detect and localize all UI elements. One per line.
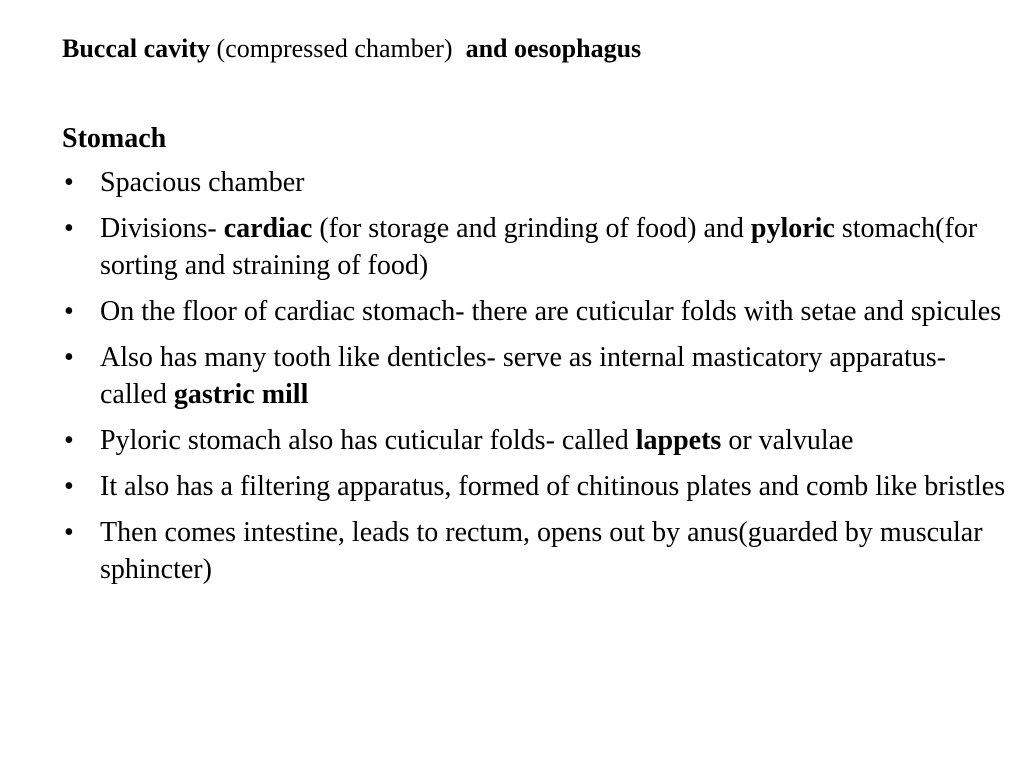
term-gastric-mill: gastric mill [173, 379, 309, 410]
bullet-icon: • [64, 342, 74, 373]
point-text: Then comes intestine, leads to rectum, opens out by anus(guarded by muscular sphincter) [100, 517, 983, 585]
point-text: Also has many tooth like denticles- serve as internal masticatory apparatus- called [100, 342, 946, 410]
term-pyloric: pyloric [750, 213, 835, 244]
point-text: Spacious chamber [100, 167, 305, 198]
heading-bold-oesophagus: and oesophagus [465, 34, 642, 63]
point-text: (for storage and grinding of food) and [312, 213, 751, 244]
heading-bold-buccal: Buccal cavity [62, 34, 211, 63]
point-text: stomach(for sorting and straining of food) [100, 213, 978, 281]
bullet-icon: • [64, 425, 74, 456]
point-text: It also has a filtering apparatus, formed of chitinous plates and comb like bristles [100, 471, 1006, 502]
term-lappets: lappets [635, 425, 722, 456]
stomach-bullet-list [62, 164, 1007, 588]
list-item [62, 293, 1007, 330]
section-title-stomach: Stomach [62, 123, 167, 154]
point-text: Pyloric stomach also has cuticular folds- called [100, 425, 636, 456]
list-item [62, 339, 1007, 413]
bullet-icon: • [64, 471, 74, 502]
list-item [62, 422, 1007, 459]
list-item [62, 164, 1007, 201]
list-item [62, 210, 1007, 284]
heading-compressed-chamber: (compressed chamber) [210, 34, 453, 63]
bullet-icon: • [64, 296, 74, 327]
bullet-icon: • [64, 167, 74, 198]
list-item [62, 468, 1007, 505]
slide-content [62, 30, 1007, 588]
point-text: On the floor of cardiac stomach- there are cuticular folds with setae and spicules [100, 296, 1002, 327]
list-item [62, 514, 1007, 588]
point-text: Divisions- [100, 213, 224, 244]
point-text: or valvulae [721, 425, 854, 456]
bullet-icon: • [64, 517, 74, 548]
buccal-heading [62, 30, 1007, 68]
bullet-icon: • [64, 213, 74, 244]
term-cardiac: cardiac [223, 213, 313, 244]
